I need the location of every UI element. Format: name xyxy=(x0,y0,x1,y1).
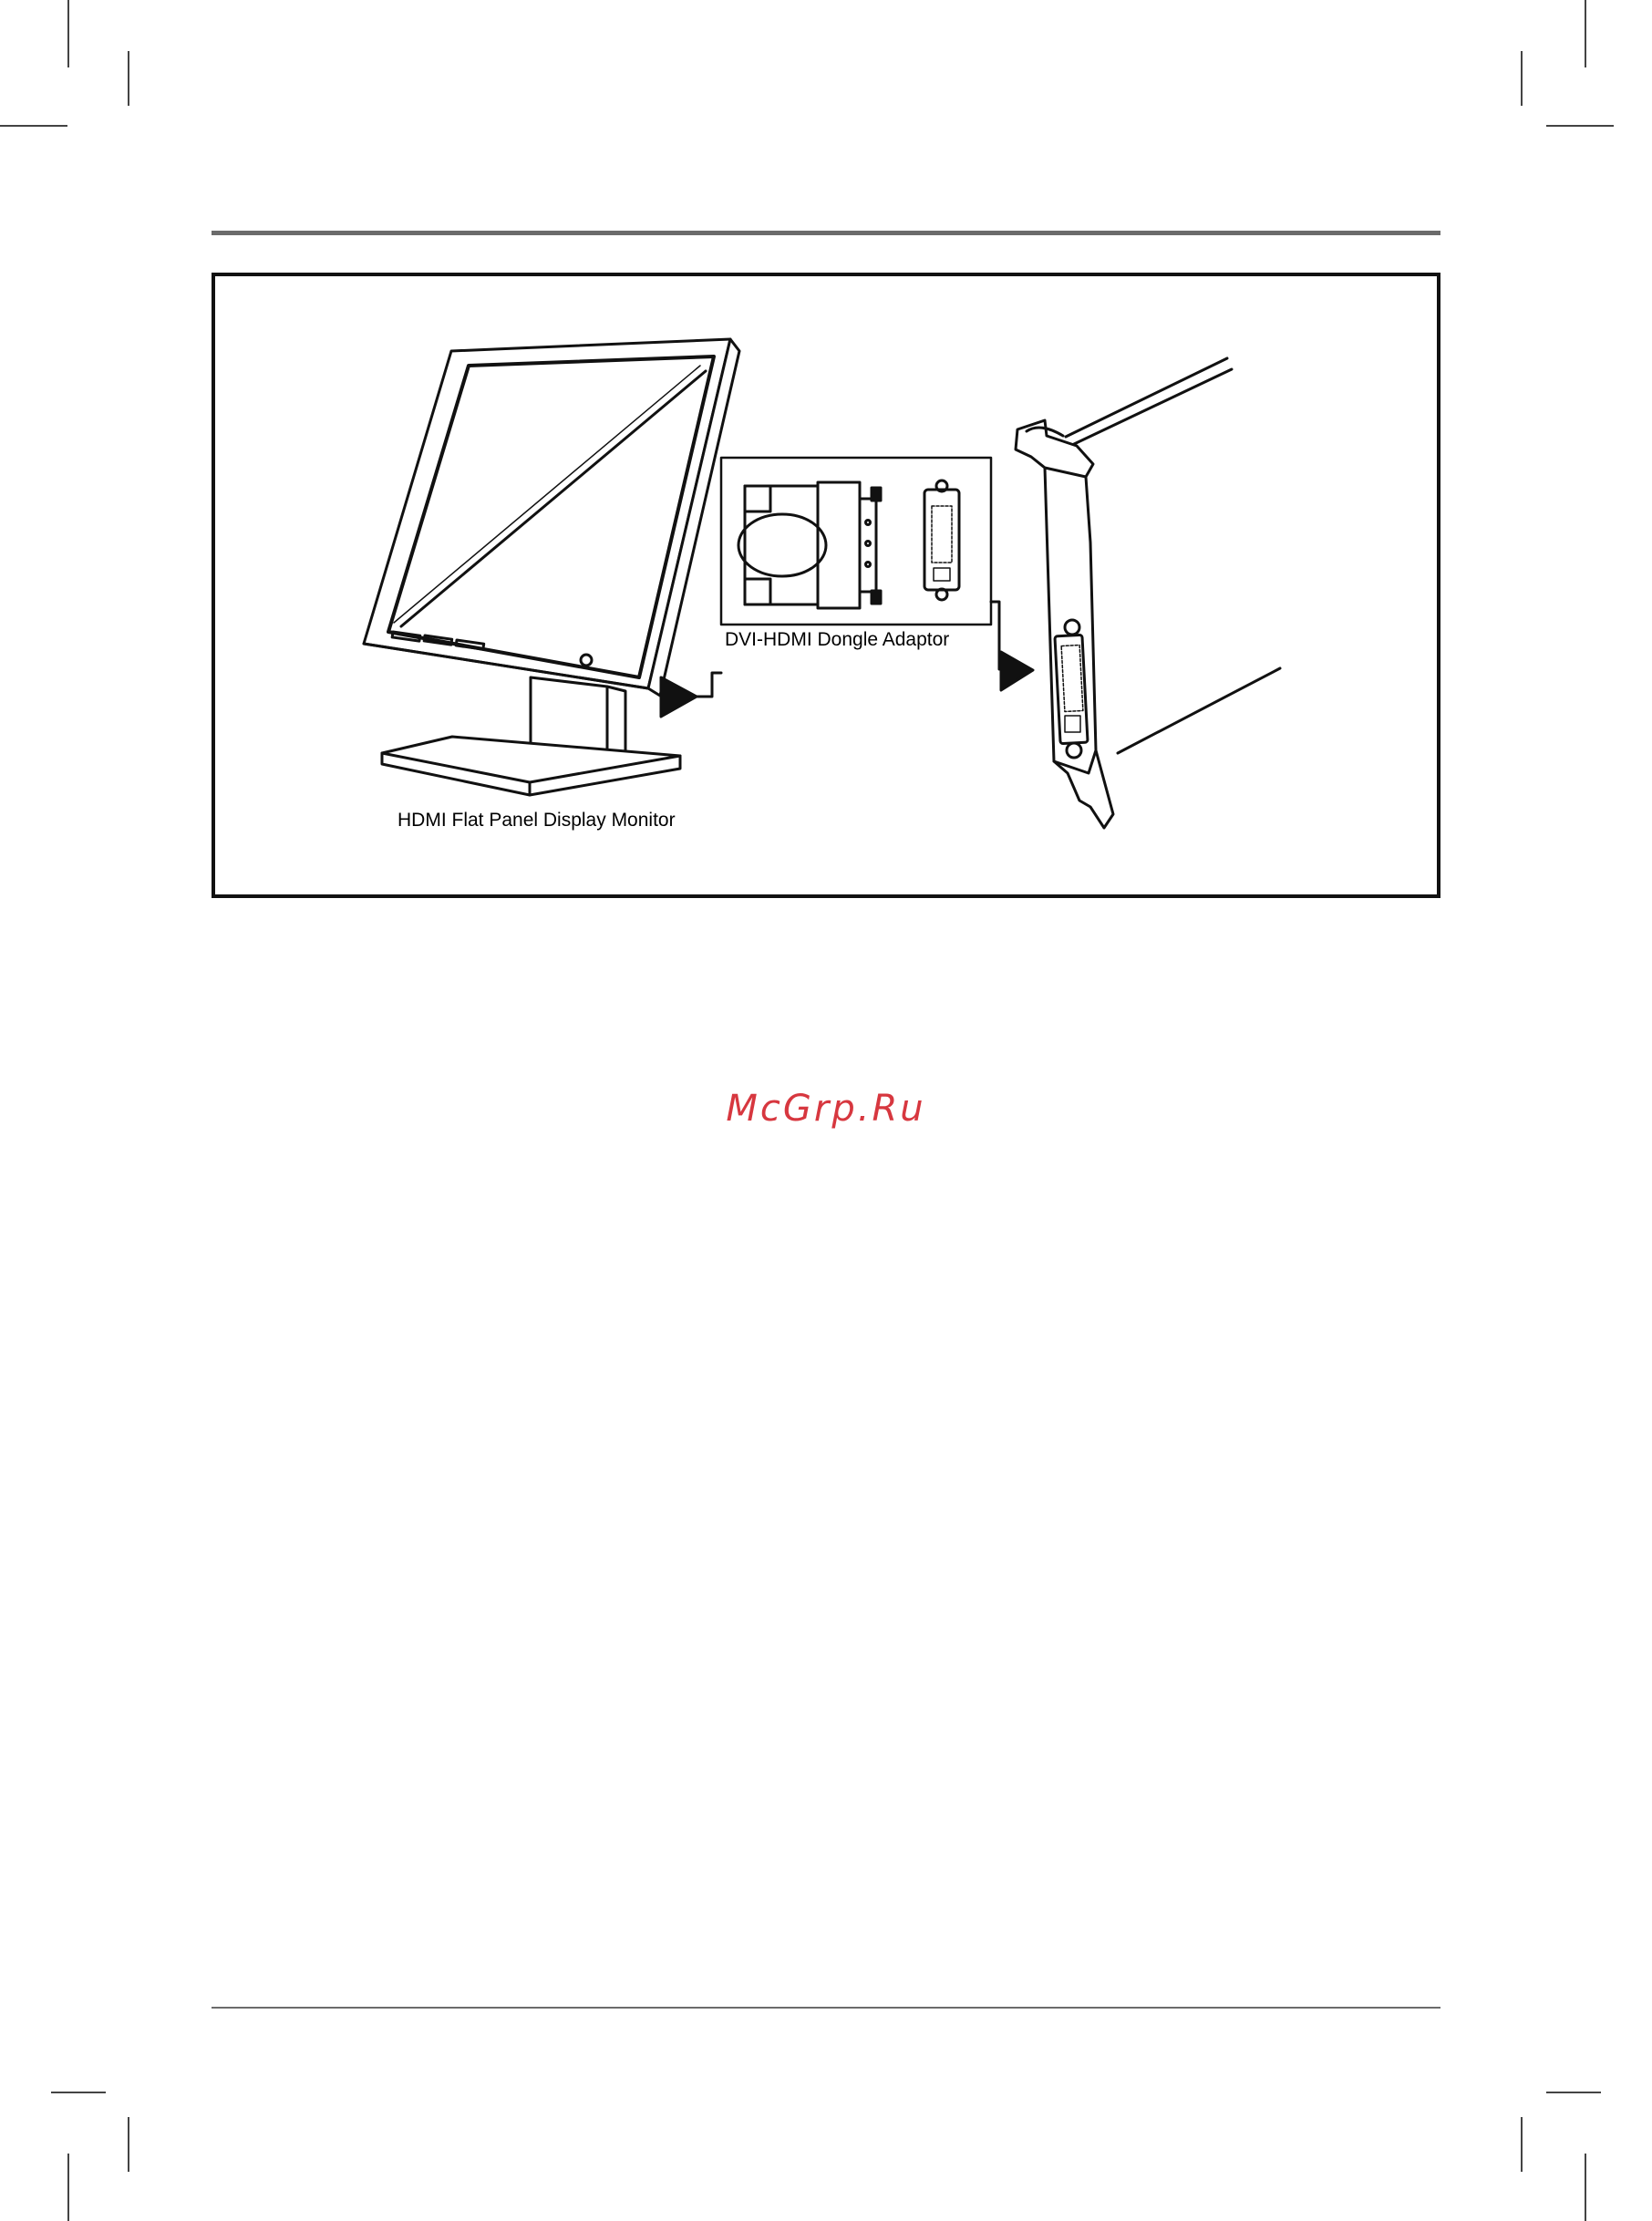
crop-mark-top-right-v2 xyxy=(1521,51,1523,106)
dvi-socket-pins xyxy=(932,506,952,563)
crop-mark-top-left-v1 xyxy=(67,0,69,67)
crop-mark-top-right-v1 xyxy=(1585,0,1586,67)
monitor-caption: HDMI Flat Panel Display Monitor xyxy=(398,810,676,831)
hdmi-plug-notch-top xyxy=(745,486,770,511)
dvi-plug-body xyxy=(818,482,860,608)
connection-diagram xyxy=(215,276,1437,894)
arrow-to-monitor xyxy=(661,677,697,717)
crop-mark-bottom-left-v2 xyxy=(128,2117,129,2172)
dvi-screw-top xyxy=(872,488,881,501)
arrow-to-card xyxy=(1001,652,1033,690)
hdmi-plug-housing xyxy=(745,486,818,604)
crop-mark-bottom-right-v2 xyxy=(1521,2117,1523,2172)
card-top-edge-2 xyxy=(1072,369,1232,445)
card-bottom-edge xyxy=(1118,668,1280,753)
dvi-socket-analog xyxy=(934,568,950,581)
dvi-socket-housing xyxy=(924,490,959,590)
crop-mark-bottom-left-h xyxy=(51,2092,106,2093)
crop-mark-bottom-right-h xyxy=(1546,2092,1601,2093)
adaptor-illustration xyxy=(721,458,991,625)
header-rule xyxy=(212,231,1440,235)
card-top-edge xyxy=(1066,358,1227,437)
adaptor-caption: DVI-HDMI Dongle Adaptor xyxy=(725,629,950,650)
hdmi-plug-notch-bottom xyxy=(745,579,770,604)
dvi-pin-2 xyxy=(866,542,871,546)
dvi-pin-3 xyxy=(866,563,871,567)
dvi-screw-bottom xyxy=(872,591,881,604)
crop-mark-bottom-right-v1 xyxy=(1585,2154,1586,2221)
crop-mark-top-right-h xyxy=(1546,125,1614,127)
monitor-bezel-bottom xyxy=(364,644,648,688)
crop-mark-top-left-h xyxy=(0,125,67,127)
graphics-card-illustration xyxy=(1016,358,1280,828)
hdmi-plug-grip xyxy=(738,514,826,576)
crop-mark-bottom-left-v1 xyxy=(67,2154,69,2221)
monitor-screen-glare-2 xyxy=(394,366,700,623)
connector-line-left xyxy=(697,673,721,697)
watermark: McGrp.Ru xyxy=(726,1088,926,1130)
power-button xyxy=(581,655,592,666)
monitor-illustration xyxy=(364,339,739,795)
dvi-pin-1 xyxy=(866,521,871,525)
connection-figure xyxy=(212,273,1440,898)
connector-line-right xyxy=(991,602,1001,669)
crop-mark-top-left-v2 xyxy=(128,51,129,106)
footer-rule xyxy=(212,2007,1440,2009)
